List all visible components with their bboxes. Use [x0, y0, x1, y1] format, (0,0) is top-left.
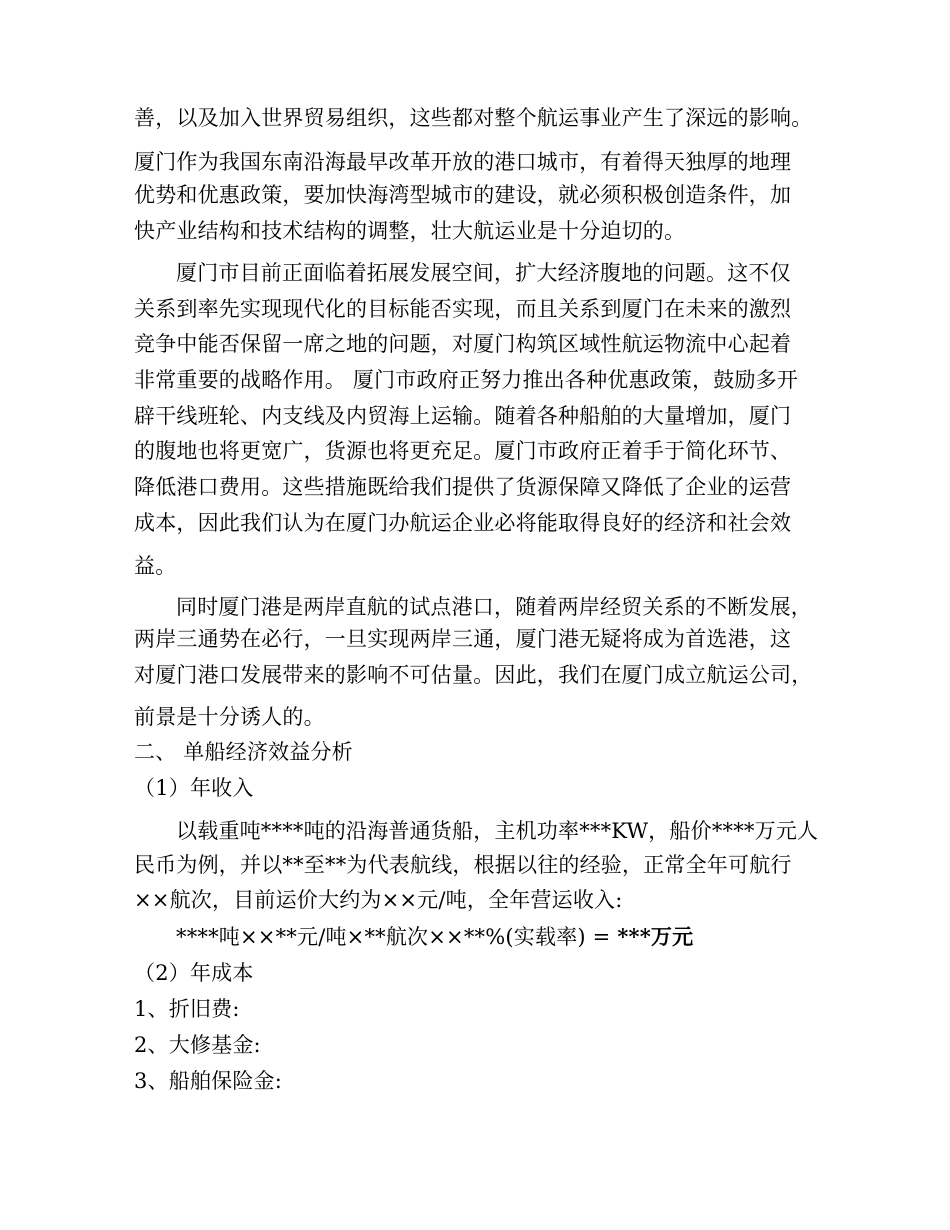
paragraph-line: 成本，因此我们认为在厦门办航运企业必将能取得良好的经济和社会效 [134, 511, 792, 535]
paragraph-line: 对厦门港口发展带来的影响不可估量。因此，我们在厦门成立航运公司， [134, 663, 813, 687]
paragraph-line: 同时厦门港是两岸直航的试点港口，随着两岸经贸关系的不断发展， [176, 595, 812, 619]
paragraph-line: 的腹地也将更宽广，货源也将更充足。厦门市政府正着手于简化环节、 [134, 439, 792, 463]
paragraph-line: ××航次，目前运价大约为××元/吨，全年营运收入: [134, 888, 623, 912]
paragraph-line: 厦门作为我国东南沿海最早改革开放的港口城市，有着得天独厚的地理 [134, 150, 792, 174]
list-item: 3、船舶保险金: [134, 1069, 283, 1093]
paragraph-line: 以载重吨****吨的沿海普通货船，主机功率***KW，船价****万元人 [176, 819, 819, 843]
paragraph-line: 善，以及加入世界贸易组织，这些都对整个航运事业产生了深远的影响。 [134, 106, 813, 130]
paragraph-line: 民币为例，并以**至**为代表航线，根据以往的经验，正常全年可航行 [134, 853, 792, 877]
paragraph-line: 关系到率先实现现代化的目标能否实现，而且关系到厦门在未来的激烈 [134, 297, 792, 321]
subsection-heading: （2）年成本 [134, 961, 254, 985]
income-formula [176, 924, 693, 950]
paragraph-line: 竞争中能否保留一席之地的问题，对厦门构筑区域性航运物流中心起着 [134, 332, 792, 356]
formula-result: ***万元 [617, 924, 694, 949]
paragraph-line: 前景是十分诱人的。 [134, 705, 325, 729]
paragraph-line: 快产业结构和技术结构的调整，壮大航运业是十分迫切的。 [134, 219, 686, 243]
paragraph-line: 两岸三通势在必行，一旦实现两岸三通，厦门港无疑将成为首选港，这 [134, 627, 792, 651]
section-heading: 二、 单船经济效益分析 [134, 740, 353, 764]
formula-text: ****吨××**元/吨×**航次××**%(实载率) = [176, 925, 618, 949]
list-item: 1、折旧费: [134, 997, 240, 1021]
paragraph-line: 辟干线班轮、内支线及内贸海上运输。随着各种船舶的大量增加，厦门 [134, 404, 792, 428]
paragraph-line: 厦门市目前正面临着拓展发展空间，扩大经济腹地的问题。这不仅 [176, 261, 791, 285]
subsection-heading: （1）年收入 [134, 776, 254, 800]
paragraph-line: 非常重要的战略作用。 厦门市政府正努力推出各种优惠政策，鼓励多开 [134, 368, 799, 392]
paragraph-line: 降低港口费用。这些措施既给我们提供了货源保障又降低了企业的运营 [134, 475, 792, 499]
paragraph-line: 优势和优惠政策，要加快海湾型城市的建设，就必须积极创造条件，加 [134, 183, 792, 207]
paragraph-line: 益。 [134, 554, 177, 578]
list-item: 2、大修基金: [134, 1033, 261, 1057]
